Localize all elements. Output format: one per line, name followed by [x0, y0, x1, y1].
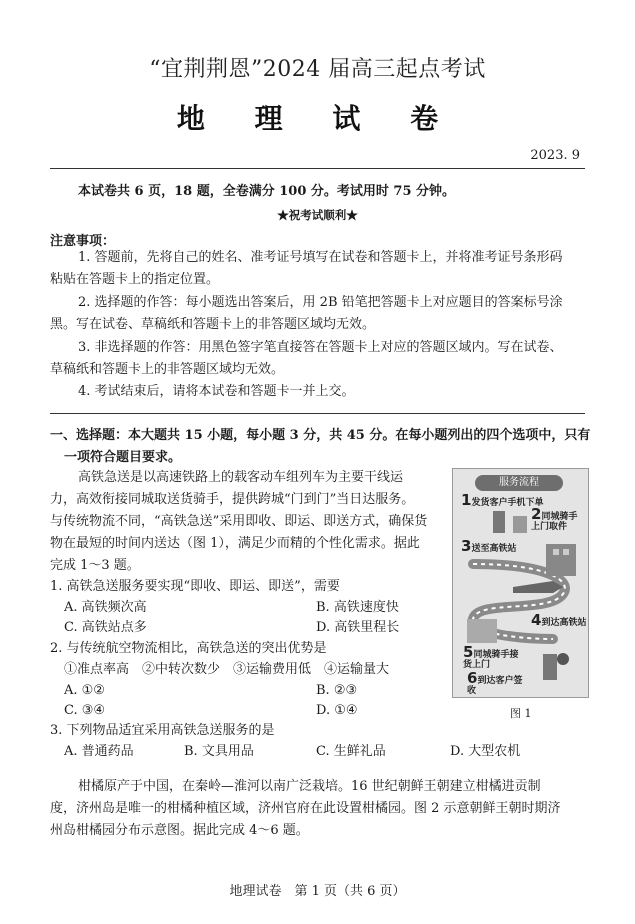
q1-option-a: A. 高铁频次高	[64, 600, 147, 615]
section1-heading: 一、选择题：本大题共 15 小题，每小题 3 分，共 45 分。在每小题列出的四个选项中，只有	[50, 428, 591, 443]
flow-step-1-number: 1	[461, 491, 472, 509]
flow-step-5	[463, 643, 523, 670]
passage1-line1: 高铁急送是以高速铁路上的载客动车组列车为主要干线运	[78, 470, 404, 485]
q3-option-a: A. 普通药品	[64, 744, 134, 759]
q2-option-b: B. ②③	[316, 683, 358, 698]
question-1-stem: 1. 高铁急送服务要实现“即收、即运、即送”，需要	[50, 579, 340, 594]
question-3-stem: 3. 下列物品适宜采用高铁急送服务的是	[50, 723, 275, 738]
flow-step-1-text: 发货客户手机下单	[471, 498, 544, 508]
passage2-line3: 州岛柑橘园分布示意图。据此完成 4～6 题。	[50, 823, 309, 838]
question-2-stem: 2. 与传统航空物流相比，高铁急送的突出优势是	[50, 641, 327, 656]
flow-step-2	[531, 505, 583, 532]
good-luck-note: ★祝考试顺利★	[277, 208, 358, 222]
flow-step-5-text: 同城骑手接货上门	[463, 650, 519, 670]
flow-step-6	[467, 669, 527, 696]
passage2-line1: 柑橘原产于中国，在秦岭—淮河以南广泛栽培。16 世纪朝鲜王朝建立柑橘进贡制	[78, 779, 541, 794]
q2-option-a: A. ①②	[64, 683, 105, 698]
flow-step-2-text: 同城骑手上门取件	[531, 512, 578, 532]
passage2-line2: 度，济州岛是唯一的柑橘种植区域，济州官府在此设置柑橘园。图 2 示意朝鲜王朝时期济	[50, 801, 561, 816]
section1-heading-cont: 一项符合题目要求。	[64, 450, 182, 465]
flow-step-4	[531, 611, 587, 629]
passage1-line5: 完成 1～3 题。	[50, 558, 140, 573]
passage1-line2: 力，高效衔接同城取送货骑手，提供跨城“门到门”当日达服务。	[50, 492, 415, 507]
q2-option-d: D. ①④	[316, 703, 358, 718]
header-divider	[50, 168, 585, 169]
page-footer: 地理试卷 第 1 页（共 6 页）	[229, 884, 406, 899]
exam-date: 2023. 9	[530, 148, 580, 163]
notice-item-1-line2: 粘贴在答题卡上的指定位置。	[50, 272, 220, 287]
exam-summary: 本试卷共 6 页，18 题，全卷满分 100 分。考试用时 75 分钟。	[78, 184, 456, 199]
exam-title: “宜荆荆恩”2024 届高三起点考试	[149, 57, 486, 82]
notice-item-2-line2: 黑。写在试卷、草稿纸和答题卡上的非答题区域均无效。	[50, 317, 376, 332]
q3-option-c: C. 生鲜礼品	[316, 744, 386, 759]
notice-item-1-line1: 1. 答题前，先将自己的姓名、准考证号填写在试卷和答题卡上，并将准考证号条形码	[78, 250, 563, 265]
q3-option-d: D. 大型农机	[450, 744, 521, 759]
subject-title: 地 理 试 卷	[176, 102, 459, 135]
passage1-line4: 物在最短的时间内送达（图 1），满足少而精的个性化需求。据此	[50, 536, 420, 551]
flow-step-4-text: 到达高铁站	[541, 618, 587, 628]
flow-step-6-number: 6	[467, 669, 478, 687]
notice-item-3-line1: 3. 非选择题的作答：用黑色签字笔直接答在答题卡上对应的答题区域内。写在试卷、	[78, 340, 563, 355]
flow-step-4-number: 4	[531, 611, 542, 629]
flow-step-5-number: 5	[463, 643, 474, 661]
flow-step-3-number: 3	[461, 537, 472, 555]
figure-1-service-flow	[452, 468, 589, 698]
figure-1-header: 服务流程	[475, 475, 563, 491]
notice-divider	[50, 413, 585, 414]
flow-step-3	[461, 537, 517, 555]
q2-option-c: C. ③④	[64, 703, 106, 718]
flow-step-6-text: 到达客户签收	[467, 676, 523, 696]
figure-1-caption: 图 1	[510, 707, 532, 720]
q1-option-d: D. 高铁里程长	[316, 620, 400, 635]
flow-step-3-text: 送至高铁站	[471, 544, 517, 554]
flow-step-2-number: 2	[531, 505, 542, 523]
notice-heading: 注意事项：	[50, 234, 116, 249]
passage1-line3: 与传统物流不同，“高铁急送”采用即收、即运、即送方式，确保货	[50, 514, 428, 529]
q2-choices: ①准点率高 ②中转次数少 ③运输费用低 ④运输量大	[64, 662, 390, 677]
q1-option-b: B. 高铁速度快	[316, 600, 399, 615]
q3-option-b: B. 文具用品	[184, 744, 254, 759]
notice-item-4: 4. 考试结束后，请将本试卷和答题卡一并上交。	[78, 384, 355, 399]
notice-item-2-line1: 2. 选择题的作答：每小题选出答案后，用 2B 铅笔把答题卡上对应题目的答案标号涂	[78, 295, 563, 310]
notice-item-3-line2: 草稿纸和答题卡上的非答题区域均无效。	[50, 362, 285, 377]
q1-option-c: C. 高铁站点多	[64, 620, 147, 635]
